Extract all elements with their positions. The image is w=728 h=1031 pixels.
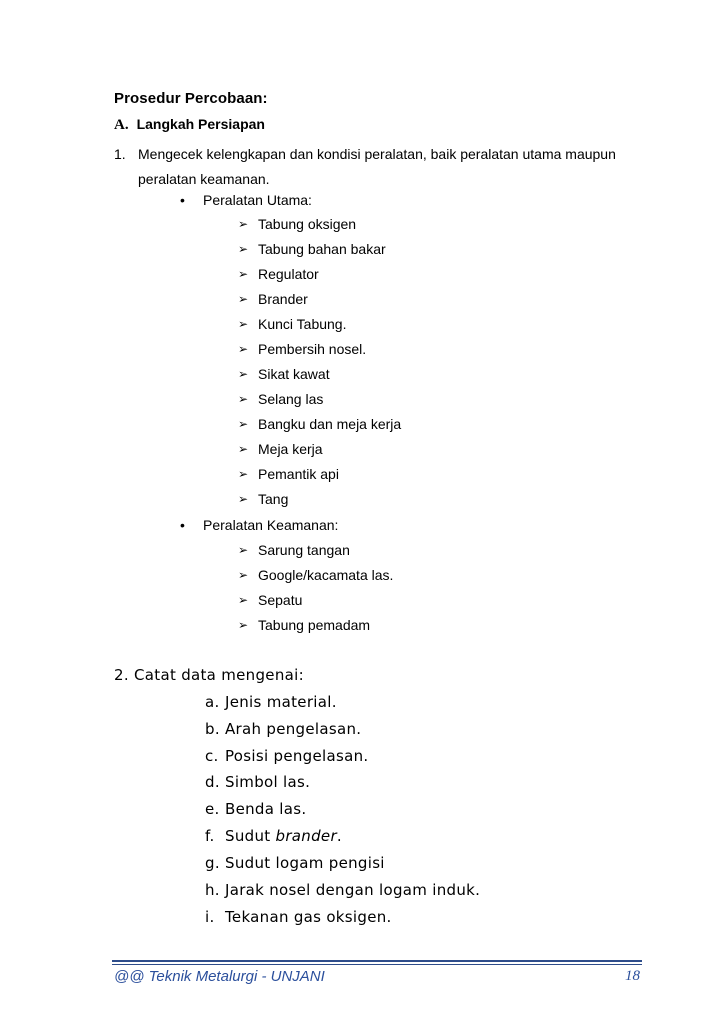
arrow-bullet-icon: ➢ [238,543,249,557]
arrow-bullet-icon: ➢ [238,492,249,506]
step-2-label: Catat data mengenai: [134,666,304,684]
group-label: Peralatan Keamanan: [203,517,339,533]
bullet-icon: • [180,517,185,533]
arrow-bullet-icon: ➢ [238,442,249,456]
italic-term: brander [275,827,337,845]
arrow-bullet-icon: ➢ [238,317,249,331]
document-page: Prosedur Percobaan: A. Langkah Persiapan 1. Mengecek kelengkapan dan kondisi peralatan, baik peralatan utama maupun peralatan keamanan. • Peralatan Utama: ➢ Tabung oksigen ➢ Tabung bahan bakar ➢ Regulator ➢ Brander ➢ Kunci Tabung. ➢ Pembersih nosel. ➢ Sikat kawat ➢ Selang las ➢ Bangku dan meja kerja ➢ Meja kerja ➢ Pemantik api ➢ Tang • Peralatan Keamanan: ➢ Sarung tangan ➢ Google/kacamata las. ➢ Sepatu ➢ Tabung pemadam 2. Catat data mengenai: a. Jenis material. b. Arah pengelasan. c. Posisi pengelasan. d. Simbol las. e. Benda las. f. Sudut brander. g. Sudut logam pengisi h. Jarak nosel dengan logam induk. i. Tekanan gas oksigen. @@ Teknik Metalurgi - UNJANI 18 [0,0,728,1031]
section-label: Langkah Persiapan [136,116,265,132]
footer-rule-thin [112,964,642,965]
page-title: Prosedur Percobaan: [114,90,268,107]
arrow-bullet-icon: ➢ [238,467,249,481]
step-1-line-2: peralatan keamanan. [138,171,270,187]
group-label: Peralatan Utama: [203,192,312,208]
arrow-bullet-icon: ➢ [238,593,249,607]
section-letter: A. [114,117,129,133]
arrow-bullet-icon: ➢ [238,417,249,431]
step-1 [114,142,654,192]
arrow-bullet-icon: ➢ [238,242,249,256]
step-2-number: 2. [114,666,129,684]
arrow-bullet-icon: ➢ [238,568,249,582]
arrow-bullet-icon: ➢ [238,367,249,381]
arrow-bullet-icon: ➢ [238,618,249,632]
arrow-bullet-icon: ➢ [238,267,249,281]
step-1-line-1: Mengecek kelengkapan dan kondisi peralatan, baik peralatan utama maupun [138,146,616,162]
arrow-bullet-icon: ➢ [238,342,249,356]
arrow-bullet-icon: ➢ [238,292,249,306]
footer-text: @@ Teknik Metalurgi - UNJANI [114,968,325,985]
arrow-bullet-icon: ➢ [238,392,249,406]
page-number: 18 [625,968,640,984]
section-heading [114,116,265,134]
arrow-bullet-icon: ➢ [238,217,249,231]
step-2 [114,662,304,688]
bullet-icon: • [180,192,185,208]
step-1-number: 1. [114,146,126,162]
footer-rule-thick [112,960,642,962]
